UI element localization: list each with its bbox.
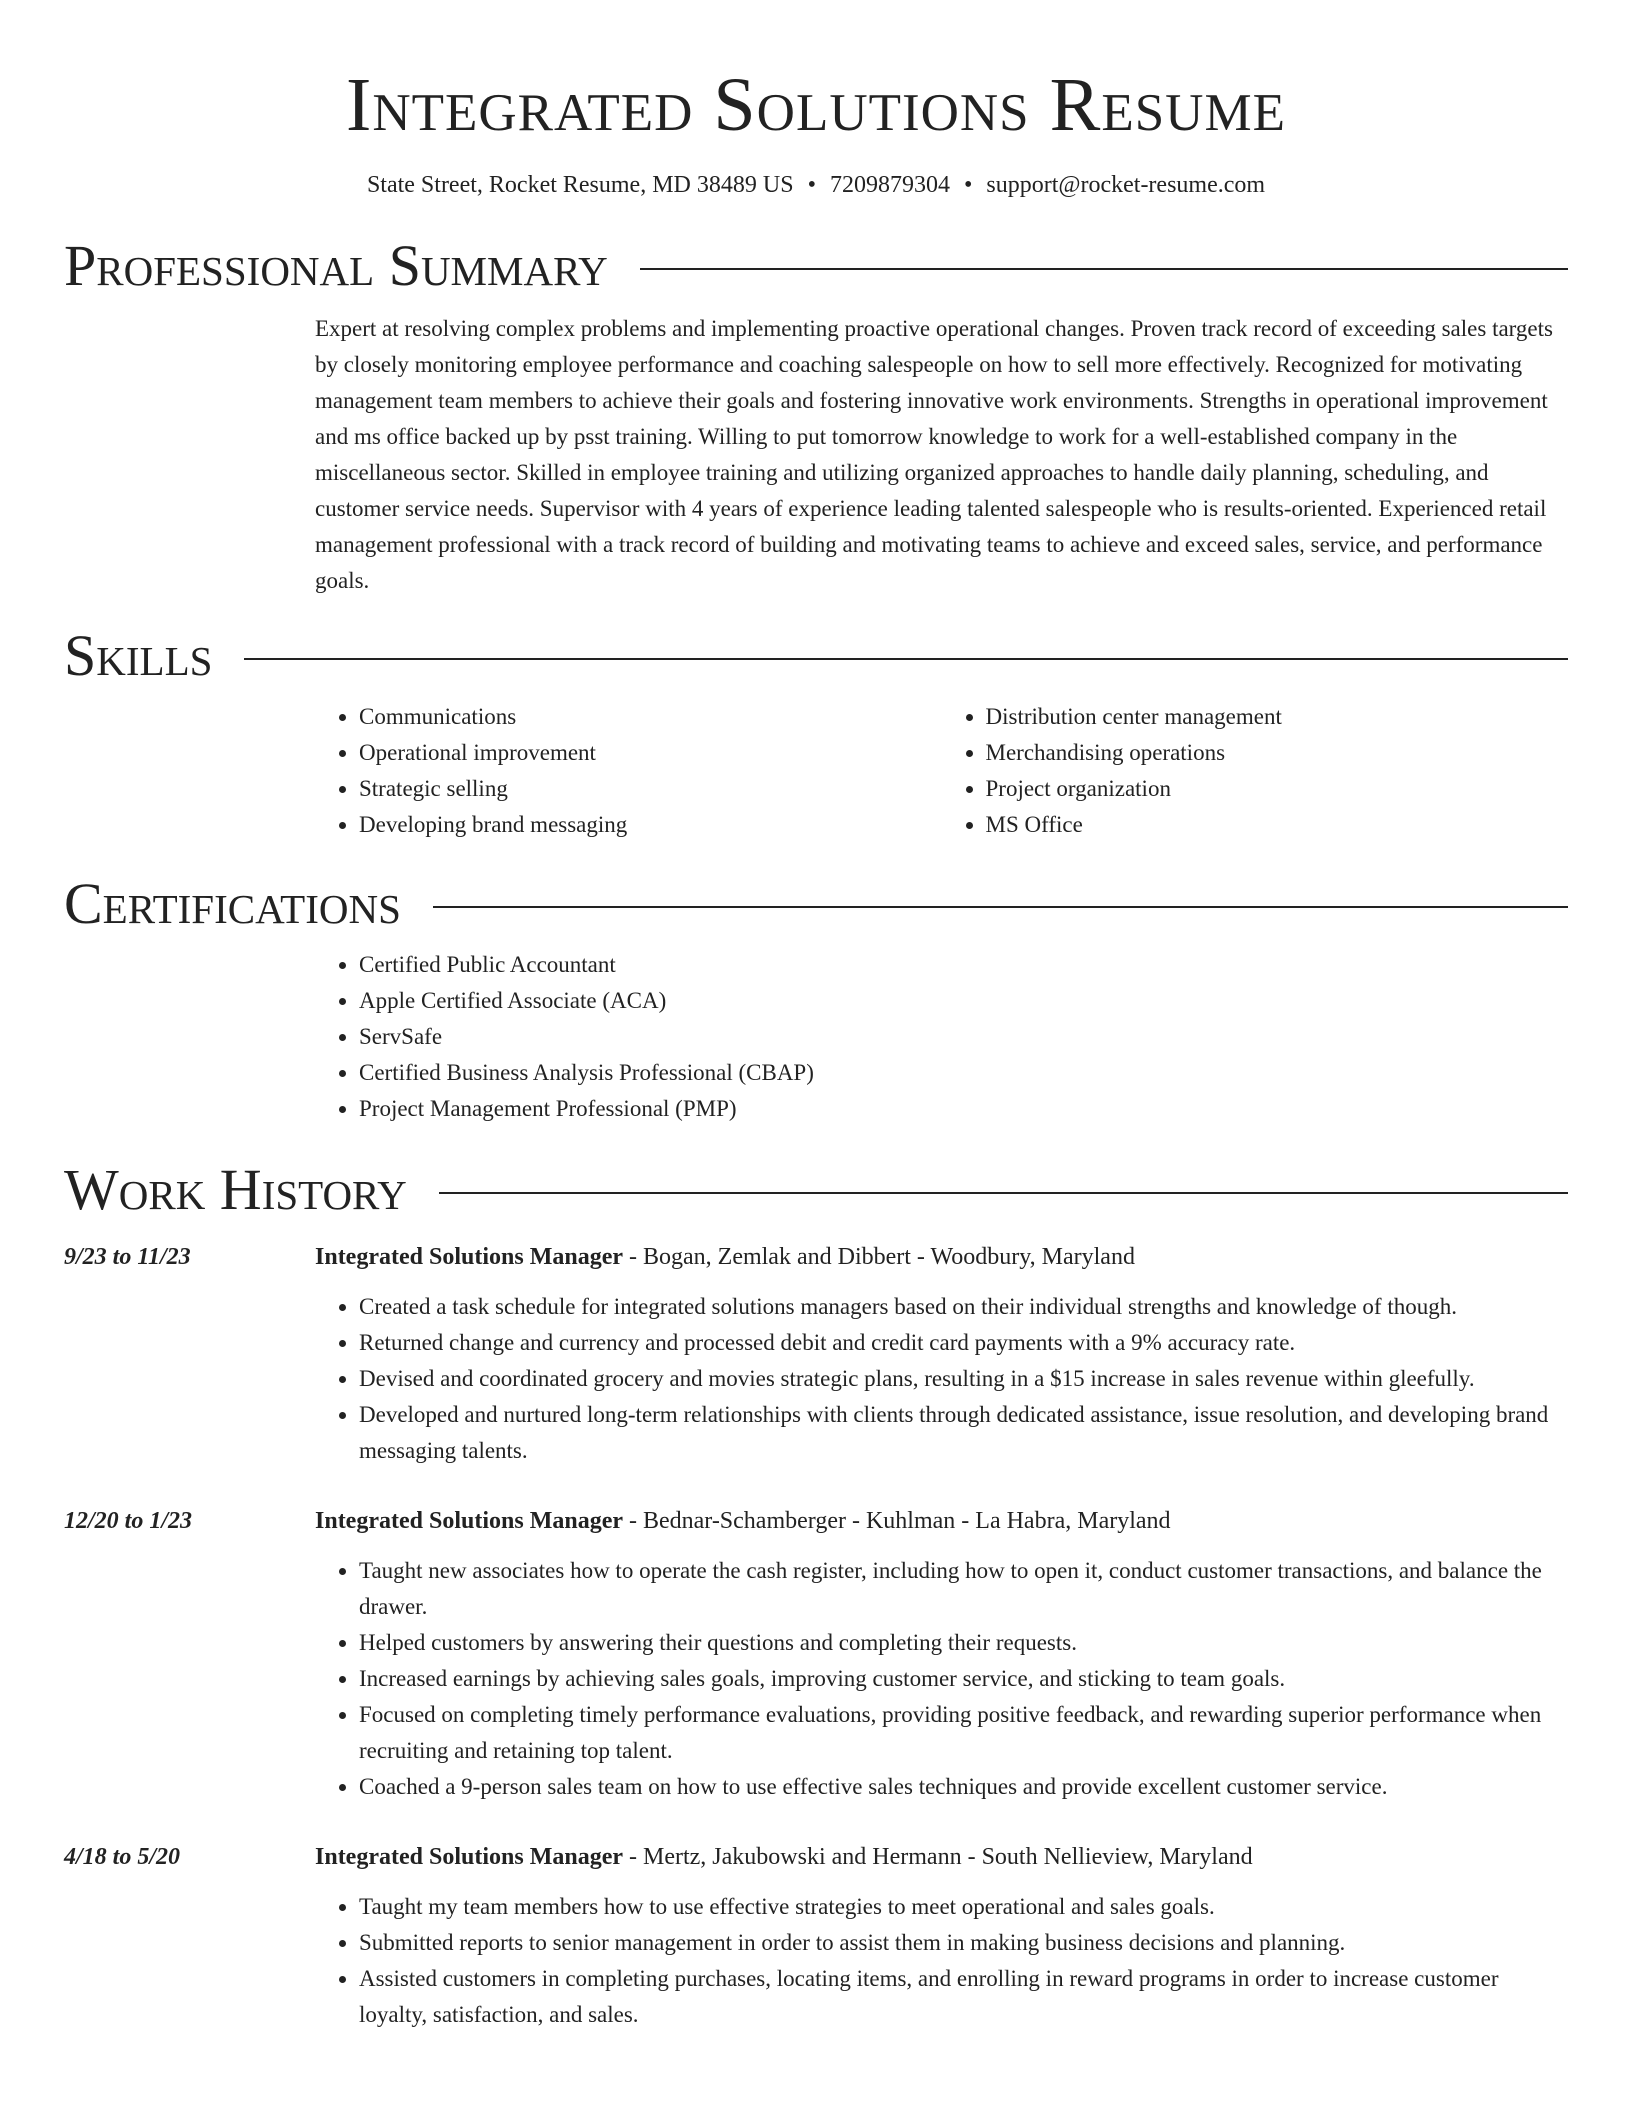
section-divider xyxy=(433,906,1568,908)
skill-item: • Operational improvement xyxy=(359,735,942,771)
job-bullet: • Devised and coordinated grocery and movies strategic plans, resulting in a $15 increase in sales revenue within gleefully. xyxy=(359,1361,1568,1397)
job-body xyxy=(315,1239,1568,1469)
certification-item: • Certified Business Analysis Professional (CBAP) xyxy=(359,1055,1568,1091)
job-bullet: • Submitted reports to senior management in order to assist them in making business decisions and planning. xyxy=(359,1925,1568,1961)
summary-heading: Professional Summary xyxy=(64,233,608,298)
resume-name: Integrated Solutions Resume xyxy=(346,63,1286,147)
contact-separator: • xyxy=(807,172,816,198)
summary-section-header xyxy=(64,235,1568,297)
job-bullet: • Returned change and currency and processed debit and credit card payments with a 9% accuracy rate. xyxy=(359,1325,1568,1361)
job-bullet: • Developed and nurtured long-term relationships with clients through dedicated assistance, issue resolution, and developing brand messaging talents. xyxy=(359,1397,1568,1469)
job-entry xyxy=(64,1839,1568,2033)
section-divider xyxy=(439,1192,1568,1194)
skill-item: • Project organization xyxy=(986,771,1569,807)
job-company: - Bednar-Schamberger - Kuhlman - La Habra, Maryland xyxy=(623,1508,1171,1534)
job-entry xyxy=(64,1239,1568,1469)
job-bullet: • Coached a 9-person sales team on how to use effective sales techniques and provide excellent customer service. xyxy=(359,1769,1568,1805)
job-bullet: • Taught my team members how to use effective strategies to meet operational and sales goals. xyxy=(359,1889,1568,1925)
certification-item: • Apple Certified Associate (ACA) xyxy=(359,983,1568,1019)
job-bullet: • Created a task schedule for integrated solutions managers based on their individual strengths and knowledge of though. xyxy=(359,1289,1568,1325)
contact-phone: 7209879304 xyxy=(829,172,950,198)
certifications-list xyxy=(315,947,1568,1127)
skills-heading: Skills xyxy=(64,623,213,688)
skills-list-left xyxy=(315,699,942,843)
job-company: - Mertz, Jakubowski and Hermann - South Nellieview, Maryland xyxy=(623,1844,1253,1870)
job-dates: 9/23 to 11/23 xyxy=(64,1244,191,1270)
skill-item: • Distribution center management xyxy=(986,699,1569,735)
certification-item: • Certified Public Accountant xyxy=(359,947,1568,983)
contact-email[interactable]: support@rocket-resume.com xyxy=(986,172,1266,198)
job-title-line xyxy=(315,1239,1568,1275)
certification-item: • ServSafe xyxy=(359,1019,1568,1055)
job-entry xyxy=(64,1503,1568,1805)
job-title: Integrated Solutions Manager xyxy=(315,1844,623,1870)
job-title-line xyxy=(315,1503,1568,1539)
contact-line xyxy=(0,172,1632,199)
job-bullets xyxy=(315,1289,1568,1469)
job-bullet: • Helped customers by answering their questions and completing their requests. xyxy=(359,1625,1568,1661)
job-bullet: • Assisted customers in completing purchases, locating items, and enrolling in reward programs in order to increase customer loyalty, satisfaction, and sales. xyxy=(359,1961,1568,2033)
certifications-list-wrap xyxy=(315,947,1568,1127)
contact-address: State Street, Rocket Resume, MD 38489 US xyxy=(366,172,794,198)
skills-list-right xyxy=(942,699,1569,843)
job-title: Integrated Solutions Manager xyxy=(315,1244,623,1270)
job-body xyxy=(315,1839,1568,2033)
job-bullets xyxy=(315,1553,1568,1805)
skill-item: • Strategic selling xyxy=(359,771,942,807)
job-bullet: • Increased earnings by achieving sales goals, improving customer service, and sticking to team goals. xyxy=(359,1661,1568,1697)
section-divider xyxy=(640,268,1568,270)
job-bullet: • Taught new associates how to operate the cash register, including how to open it, conduct customer transactions, and balance the drawer. xyxy=(359,1553,1568,1625)
certifications-heading: Certifications xyxy=(64,871,401,936)
work-history-heading: Work History xyxy=(64,1157,407,1222)
job-bullets xyxy=(315,1889,1568,2033)
job-bullet: • Focused on completing timely performance evaluations, providing positive feedback, and rewarding superior performance when recruiting and retaining top talent. xyxy=(359,1697,1568,1769)
section-divider xyxy=(244,658,1568,660)
skills-columns xyxy=(315,699,1568,843)
certification-item: • Project Management Professional (PMP) xyxy=(359,1091,1568,1127)
job-title-line xyxy=(315,1839,1568,1875)
skill-item: • Merchandising operations xyxy=(986,735,1569,771)
job-dates: 12/20 to 1/23 xyxy=(64,1508,193,1534)
work-history-section-header xyxy=(64,1159,1568,1221)
job-company: - Bogan, Zemlak and Dibbert - Woodbury, Maryland xyxy=(623,1244,1135,1270)
certifications-section-header xyxy=(64,873,1568,935)
summary-text: Expert at resolving complex problems and implementing proactive operational changes. Proven track record of exceeding sales targets by closely monitoring employee performance and coaching salespeople on how to sell more effectively. Recognized for motivating management team members to achieve their goals and fostering innovative work environments. Strengths in operational improvement and ms office backed up by psst training. Willing to put tomorrow knowledge to work for a well-established company in the miscellaneous sector. Skilled in employee training and utilizing organized approaches to handle daily planning, scheduling, and customer service needs. Supervisor with 4 years of experience leading talented salespeople who is results-oriented. Experienced retail management professional with a track record of building and motivating teams to achieve and exceed sales, service, and performance goals. xyxy=(315,316,1553,593)
job-body xyxy=(315,1503,1568,1805)
skills-section-header xyxy=(64,625,1568,687)
skill-item: • Developing brand messaging xyxy=(359,807,942,843)
job-title: Integrated Solutions Manager xyxy=(315,1508,623,1534)
contact-separator: • xyxy=(963,172,973,198)
job-dates: 4/18 to 5/20 xyxy=(64,1844,181,1870)
skill-item: • Communications xyxy=(359,699,942,735)
skill-item: • MS Office xyxy=(986,807,1569,843)
